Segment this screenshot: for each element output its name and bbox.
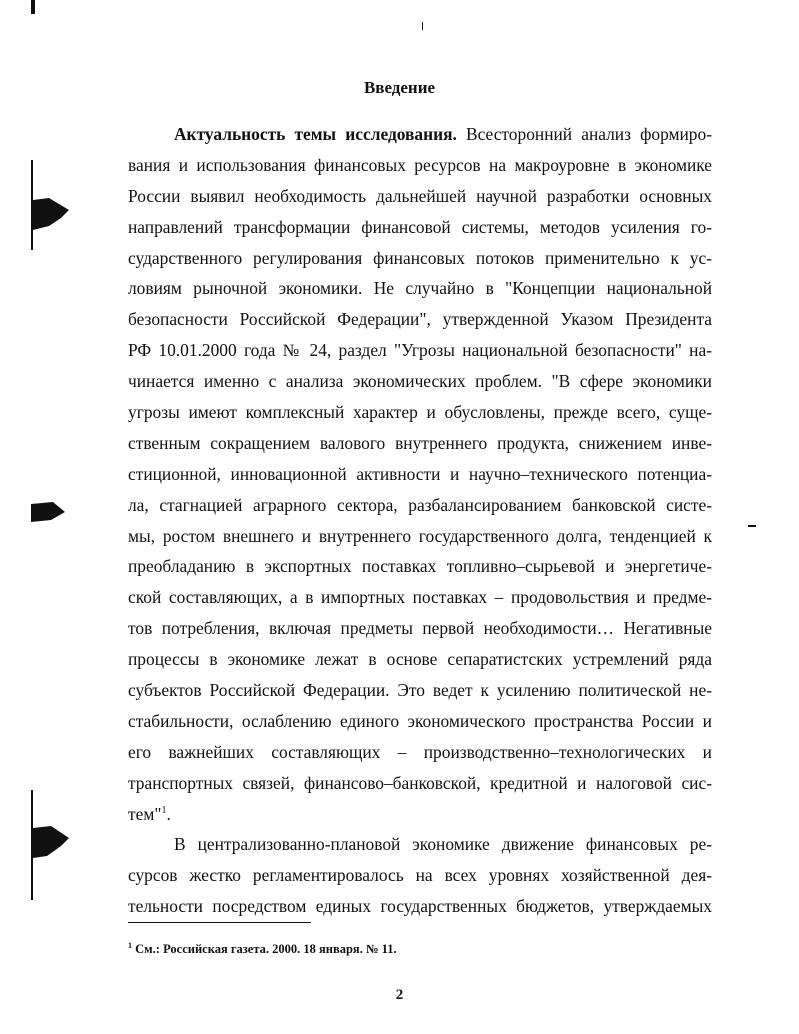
text-line: тельности посредством единых государственных бюджетов, утверждаемых [128, 896, 712, 917]
document-title: Введение [363, 78, 436, 97]
text-line: ловиям рыночной экономики. Не случайно в "Концепции национальной [128, 278, 712, 299]
text-line: тов потребления, включая предметы первой необходимости… Негативные [128, 618, 712, 639]
text-line: стиционной, инновационной активности и научно–технического потенциа- [128, 463, 712, 484]
scan-speck [420, 22, 426, 32]
text-line: преобладанию в экспортных поставках топливно–сырьевой и энергетиче- [128, 556, 712, 577]
text-line: сурсов жестко регламентировалось на всех уровнях хозяйственной дея- [128, 865, 712, 886]
lead-in-heading: Актуальность темы исследования. [174, 124, 457, 144]
text-line: процессы в экономике лежат в основе сепаратистских устремлений ряда [128, 649, 712, 670]
text-line: России выявил необходимость дальнейшей научной разработки основных [128, 185, 712, 206]
text-line: тем"$^1$. [128, 803, 171, 824]
scan-speck [748, 524, 758, 528]
text-line: угрозы имеют комплексный характер и обусловлены, прежде всего, суще- [128, 402, 712, 423]
text-line: транспортных связей, финансово–банковской, кредитной и налоговой сис- [128, 772, 712, 793]
text-line: чинается именно с анализа экономических проблем. "В сфере экономики [128, 371, 712, 392]
page-number: 2 [395, 987, 404, 1003]
text-line: сударственного регулирования финансовых потоков применительно к ус- [128, 247, 712, 268]
scan-punch-mark [31, 826, 71, 860]
scan-punch-mark [31, 500, 65, 524]
footnote [128, 941, 397, 957]
text-line: мы, ростом внешнего и внутреннего государственного долга, тенденцией к [128, 525, 712, 546]
footnote-reference[interactable]: 1 [161, 804, 167, 816]
scan-punch-mark [31, 196, 71, 232]
text-line-content: Всесторонний анализ формиро- [456, 124, 712, 144]
text-line: стабильности, ослаблению единого экономического пространства России и [128, 710, 712, 731]
text-line [128, 119, 712, 150]
footnote-text: См.: Российская газета. 2000. 18 января. № 11. [132, 942, 397, 957]
text-line: безопасности Российской Федерации", утвержденной Указом Президента [128, 309, 712, 330]
text-line-content: тем" [128, 803, 162, 824]
text-line: ской составляющих, а в импортных поставках – продовольствия и предме- [128, 587, 712, 608]
text-line: ственным сокращением валового внутреннего продукта, снижением инве- [128, 432, 712, 453]
text-line: В централизованно-плановой экономике движение финансовых ре- [174, 834, 712, 855]
text-line: его важнейших составляющих – производственно–технологических и [128, 741, 712, 762]
text-line: субъектов Российской Федерации. Это ведет к усилению политической не- [128, 680, 712, 701]
scan-edge-mark [31, 0, 35, 14]
text-line: направлений трансформации финансовой системы, методов усиления го- [128, 216, 712, 237]
text-line: ла, стагнацией аграрного сектора, разбалансированием банковской систе- [128, 494, 712, 515]
footnote-marker: 1 [128, 941, 132, 950]
text-line: РФ 10.01.2000 года № 24, раздел "Угрозы национальной безопасности" на- [128, 340, 712, 361]
footnote-divider [128, 922, 311, 923]
text-line: вания и использования финансовых ресурсов на макроуровне в экономике [128, 154, 712, 175]
body-text [128, 119, 712, 922]
